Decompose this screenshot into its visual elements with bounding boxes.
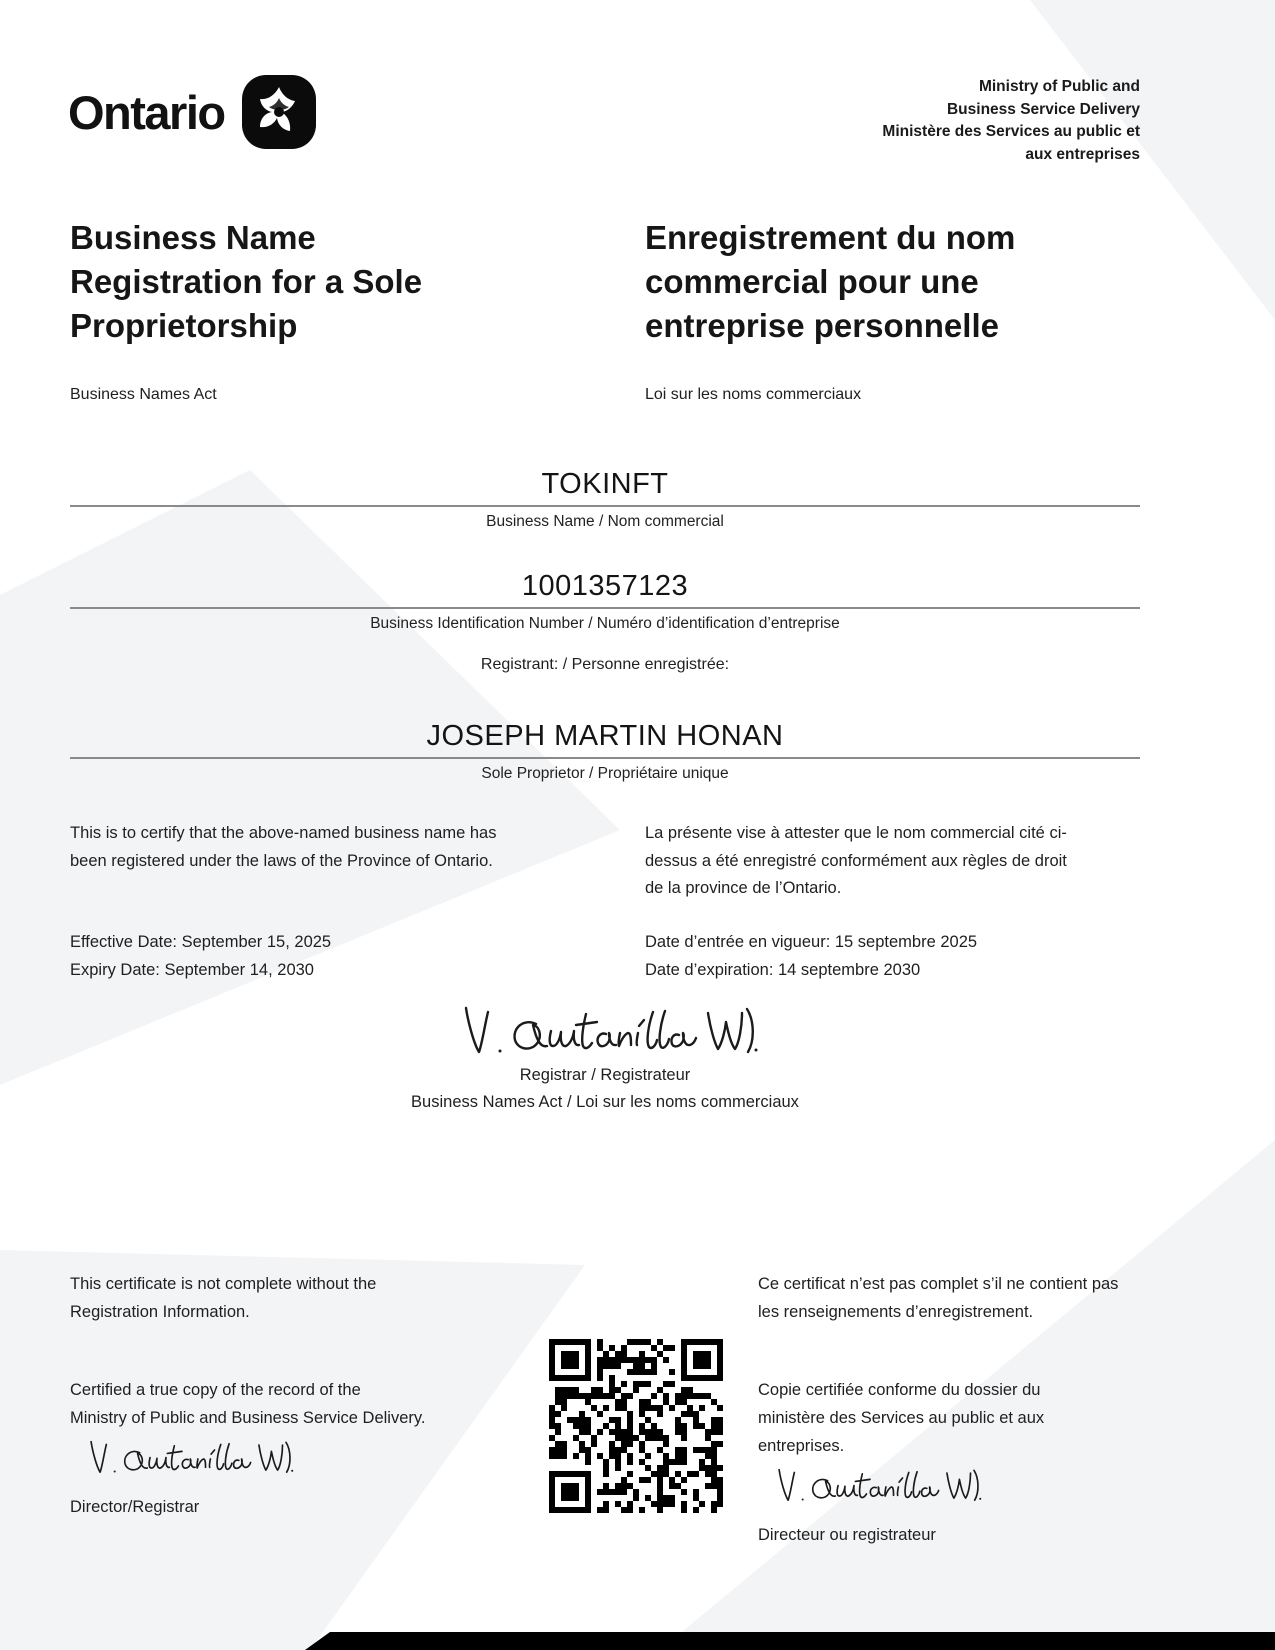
footer-right-column [758, 1270, 1198, 1549]
ontario-wordmark: Ontario [68, 85, 225, 139]
bin-rule [70, 607, 1140, 609]
director-role-label-french: Directeur ou registrateur [758, 1526, 936, 1544]
act-name-english: Business Names Act [70, 386, 217, 403]
dates-english: Effective Date: September 15, 2025 Expiry Date: September 14, 2030 [70, 933, 332, 979]
registrant-name-value: JOSEPH MARTIN HONAN [426, 720, 784, 752]
dates-french: Date d’entrée en vigueur: 15 septembre 2025 Date d’expiration: 14 septembre 2030 [645, 933, 978, 979]
footer-right-certified: Copie certifiée conforme du dossier du ministère des Services au public et aux entreprises. [758, 1381, 1045, 1455]
certify-text-french: La présente vise à attester que le nom commercial cité ci- dessus a été enregistré conformément aux règles de droit de la province de l’Ontario. [645, 824, 1067, 897]
director-signature-french [768, 1464, 983, 1510]
title-french: Enregistrement du nom commercial pour une entreprise personnelle [645, 219, 1016, 344]
registrant-role-label: Sole Proprietor / Propriétaire unique [481, 765, 729, 782]
registrant-heading: Registrant: / Personne enregistrée: [480, 656, 730, 673]
registrar-signature [450, 1000, 760, 1066]
ministry-block: Ministry of Public and Business Service Delivery Ministère des Services au public et aux entreprises [882, 78, 1140, 163]
bin-label: Business Identification Number / Numéro d’identification d’entreprise [370, 615, 840, 632]
footer-right-note: Ce certificat n’est pas complet s’il ne contient pas les renseignements d’enregistrement. [758, 1275, 1119, 1321]
business-name-rule [70, 505, 1140, 507]
registrant-field [70, 716, 1140, 783]
qr-code [549, 1339, 723, 1513]
footer-left-certified: Certified a true copy of the record of the Ministry of Public and Business Service Delivery. [70, 1381, 426, 1427]
footer-left-note: This certificate is not complete without the Registration Information. [70, 1275, 377, 1321]
signature-act-label: Business Names Act / Loi sur les noms commerciaux [411, 1093, 799, 1111]
title-english: Business Name Registration for a Sole Proprietorship [70, 219, 423, 344]
bin-value: 1001357123 [521, 570, 689, 602]
registrar-signature-block [70, 1000, 1140, 1071]
certify-text-english: This is to certify that the above-named business name has been registered under the laws of the Province of Ontario. [70, 824, 497, 870]
director-signature [80, 1436, 295, 1482]
director-role-label: Director/Registrar [70, 1498, 200, 1516]
trillium-logo-icon [241, 74, 317, 150]
registrant-rule [70, 757, 1140, 759]
bin-field [70, 566, 1140, 633]
act-name-french: Loi sur les noms commerciaux [645, 386, 862, 403]
business-name-value: TOKINFT [541, 468, 669, 500]
business-name-field [70, 464, 1140, 531]
registrar-role-label: Registrar / Registrateur [519, 1066, 691, 1084]
business-name-label: Business Name / Nom commercial [486, 513, 724, 530]
ontario-logo [68, 74, 317, 150]
footer-left-column [70, 1270, 530, 1521]
footer-bar [305, 1632, 1275, 1650]
